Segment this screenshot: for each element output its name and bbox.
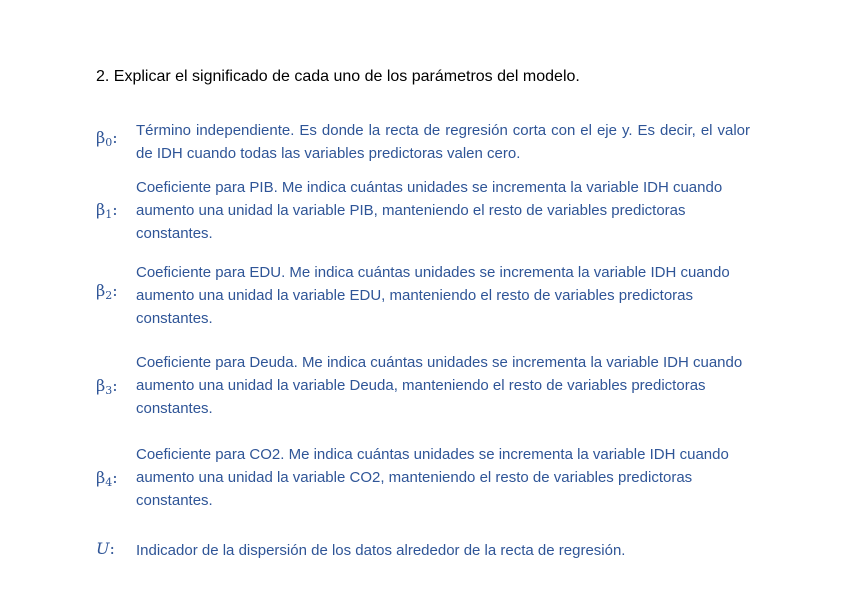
param-symbol-beta-2: $\beta_2$:	[96, 281, 118, 302]
param-description-u: Indicador de la dispersión de los datos alrededor de la recta de regresión.	[136, 542, 626, 559]
param-description-beta-4: Coeficiente para CO2. Me indica cuántas unidades se incrementa la variable IDH cuando aumento una unidad la variable CO2, manteniendo el resto de variables predictoras constantes.	[136, 446, 729, 509]
param-description-beta-2: Coeficiente para EDU. Me indica cuántas unidades se incrementa la variable IDH cuando aumento una unidad la variable EDU, manteniendo el resto de variables predictoras constantes.	[136, 264, 730, 327]
section-heading: 2. Explicar el significado de cada uno de los parámetros del modelo.	[96, 68, 580, 85]
param-symbol-beta-3: $\beta_3$:	[96, 376, 118, 397]
param-symbol-beta-1: $\beta_1$:	[96, 200, 118, 221]
param-description-beta-3: Coeficiente para Deuda. Me indica cuántas unidades se incrementa la variable IDH cuando aumento una unidad la variable Deuda, manteniendo el resto de variables predictoras constantes.	[136, 354, 743, 417]
param-symbol-beta-0: $\beta_0$:	[96, 128, 118, 149]
param-symbol-beta-4: $\beta_4$:	[96, 468, 118, 489]
param-description-beta-0: Término independiente. Es donde la recta de regresión corta con el eje y. Es decir, el valor de IDH cuando todas las variables predictoras valen cero.	[136, 122, 750, 162]
param-description-beta-1: Coeficiente para PIB. Me indica cuántas unidades se incrementa la variable IDH cuando aumento una unidad la variable PIB, manteniendo el resto de variables predictoras constantes.	[136, 179, 723, 242]
param-symbol-u: U:	[96, 539, 115, 558]
